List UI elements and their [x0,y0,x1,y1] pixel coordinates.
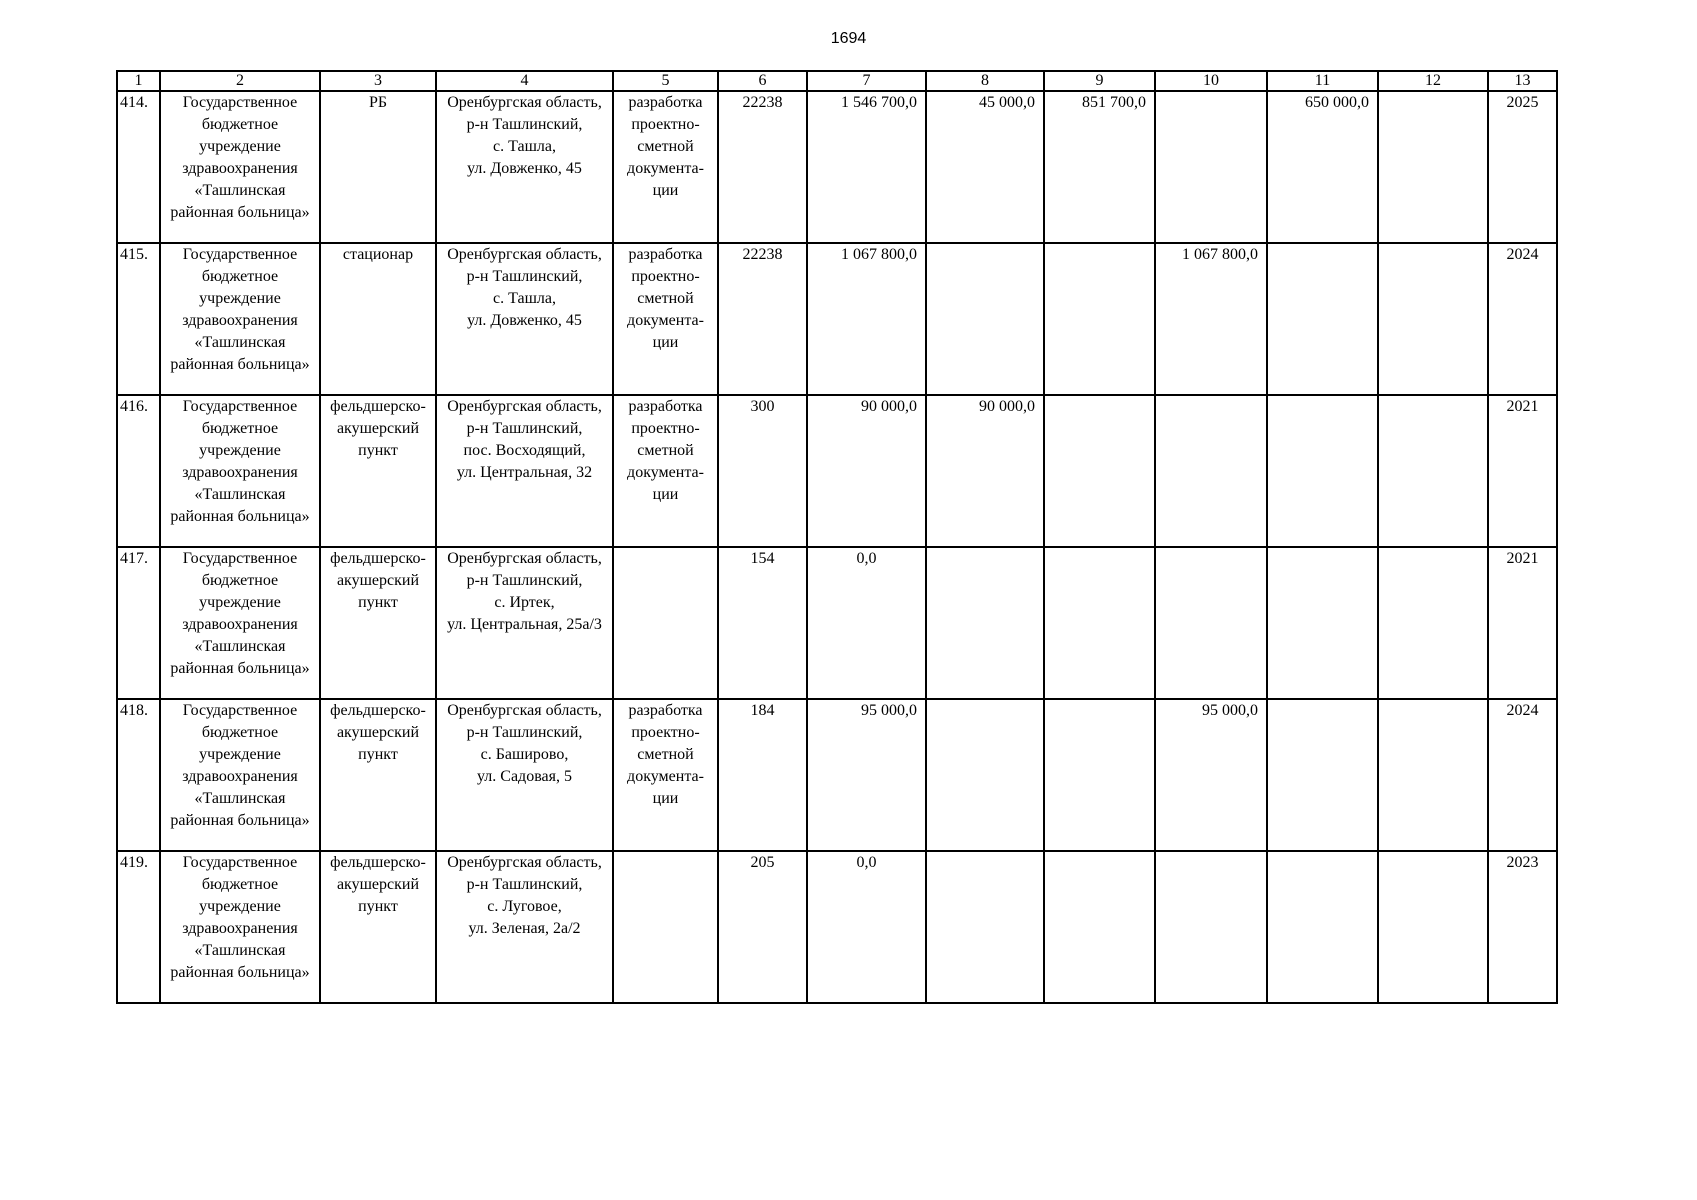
header-cell: 7 [807,71,926,91]
year-cell: 2021 [1488,547,1557,699]
col10-cell [1155,395,1267,547]
work-type-cell: разработка проектно- сметной документа- ции [613,91,718,243]
facility-type-cell: стационар [320,243,436,395]
capacity-cell: 154 [718,547,807,699]
col8-cell [926,243,1044,395]
organization-cell: Государственное бюджетное учреждение здравоохранения «Ташлинская районная больница» [160,851,320,1003]
col12-cell [1378,395,1488,547]
work-type-cell [613,851,718,1003]
col12-cell [1378,699,1488,851]
organization-cell: Государственное бюджетное учреждение здравоохранения «Ташлинская районная больница» [160,547,320,699]
col7-cell: 90 000,0 [807,395,926,547]
col9-cell [1044,395,1155,547]
row-number: 419. [117,851,160,1003]
col8-cell [926,699,1044,851]
col8-cell: 45 000,0 [926,91,1044,243]
col12-cell [1378,243,1488,395]
row-number: 418. [117,699,160,851]
organization-cell: Государственное бюджетное учреждение здравоохранения «Ташлинская районная больница» [160,395,320,547]
table-row [117,851,1557,1003]
col7-cell: 1 546 700,0 [807,91,926,243]
col7-cell: 1 067 800,0 [807,243,926,395]
col7-cell: 95 000,0 [807,699,926,851]
capacity-cell: 205 [718,851,807,1003]
facility-type-cell: фельдшерско- акушерский пункт [320,851,436,1003]
table-row [117,395,1557,547]
facility-type-cell: фельдшерско- акушерский пункт [320,395,436,547]
year-cell: 2024 [1488,699,1557,851]
col11-cell [1267,243,1378,395]
header-cell: 6 [718,71,807,91]
address-cell: Оренбургская область, р-н Ташлинский, с. Иртек, ул. Центральная, 25а/3 [436,547,613,699]
col10-cell [1155,851,1267,1003]
organization-cell: Государственное бюджетное учреждение здравоохранения «Ташлинская районная больница» [160,699,320,851]
work-type-cell: разработка проектно- сметной документа- ции [613,699,718,851]
organization-cell: Государственное бюджетное учреждение здравоохранения «Ташлинская районная больница» [160,91,320,243]
col9-cell [1044,243,1155,395]
address-cell: Оренбургская область, р-н Ташлинский, с. Ташла, ул. Довженко, 45 [436,91,613,243]
col11-cell: 650 000,0 [1267,91,1378,243]
work-type-cell: разработка проектно- сметной документа- ции [613,395,718,547]
col7-cell: 0,0 [807,851,926,1003]
col10-cell [1155,91,1267,243]
header-cell: 11 [1267,71,1378,91]
col10-cell [1155,547,1267,699]
work-type-cell: разработка проектно- сметной документа- ции [613,243,718,395]
col12-cell [1378,851,1488,1003]
year-cell: 2025 [1488,91,1557,243]
header-cell: 2 [160,71,320,91]
col9-cell [1044,851,1155,1003]
col8-cell [926,851,1044,1003]
year-cell: 2023 [1488,851,1557,1003]
row-number: 417. [117,547,160,699]
header-cell: 5 [613,71,718,91]
table-row [117,547,1557,699]
col11-cell [1267,395,1378,547]
header-row [117,71,1557,91]
header-cell: 8 [926,71,1044,91]
col9-cell [1044,699,1155,851]
col9-cell: 851 700,0 [1044,91,1155,243]
col9-cell [1044,547,1155,699]
col10-cell: 95 000,0 [1155,699,1267,851]
organization-cell: Государственное бюджетное учреждение здравоохранения «Ташлинская районная больница» [160,243,320,395]
capacity-cell: 22238 [718,91,807,243]
header-cell: 1 [117,71,160,91]
header-cell: 13 [1488,71,1557,91]
header-cell: 3 [320,71,436,91]
row-number: 415. [117,243,160,395]
investment-table [116,70,1558,1004]
year-cell: 2024 [1488,243,1557,395]
col12-cell [1378,547,1488,699]
col11-cell [1267,851,1378,1003]
col11-cell [1267,547,1378,699]
header-cell: 12 [1378,71,1488,91]
col7-cell: 0,0 [807,547,926,699]
row-number: 416. [117,395,160,547]
table-row [117,91,1557,243]
year-cell: 2021 [1488,395,1557,547]
table-row [117,243,1557,395]
header-cell: 9 [1044,71,1155,91]
address-cell: Оренбургская область, р-н Ташлинский, пос. Восходящий, ул. Центральная, 32 [436,395,613,547]
address-cell: Оренбургская область, р-н Ташлинский, с. Баширово, ул. Садовая, 5 [436,699,613,851]
header-cell: 4 [436,71,613,91]
table-row [117,699,1557,851]
col11-cell [1267,699,1378,851]
capacity-cell: 184 [718,699,807,851]
capacity-cell: 22238 [718,243,807,395]
col8-cell: 90 000,0 [926,395,1044,547]
page-number: 1694 [830,30,867,47]
row-number: 414. [117,91,160,243]
col10-cell: 1 067 800,0 [1155,243,1267,395]
header-cell: 10 [1155,71,1267,91]
col8-cell [926,547,1044,699]
col12-cell [1378,91,1488,243]
capacity-cell: 300 [718,395,807,547]
work-type-cell [613,547,718,699]
facility-type-cell: РБ [320,91,436,243]
facility-type-cell: фельдшерско- акушерский пункт [320,547,436,699]
address-cell: Оренбургская область, р-н Ташлинский, с. Ташла, ул. Довженко, 45 [436,243,613,395]
address-cell: Оренбургская область, р-н Ташлинский, с. Луговое, ул. Зеленая, 2а/2 [436,851,613,1003]
facility-type-cell: фельдшерско- акушерский пункт [320,699,436,851]
